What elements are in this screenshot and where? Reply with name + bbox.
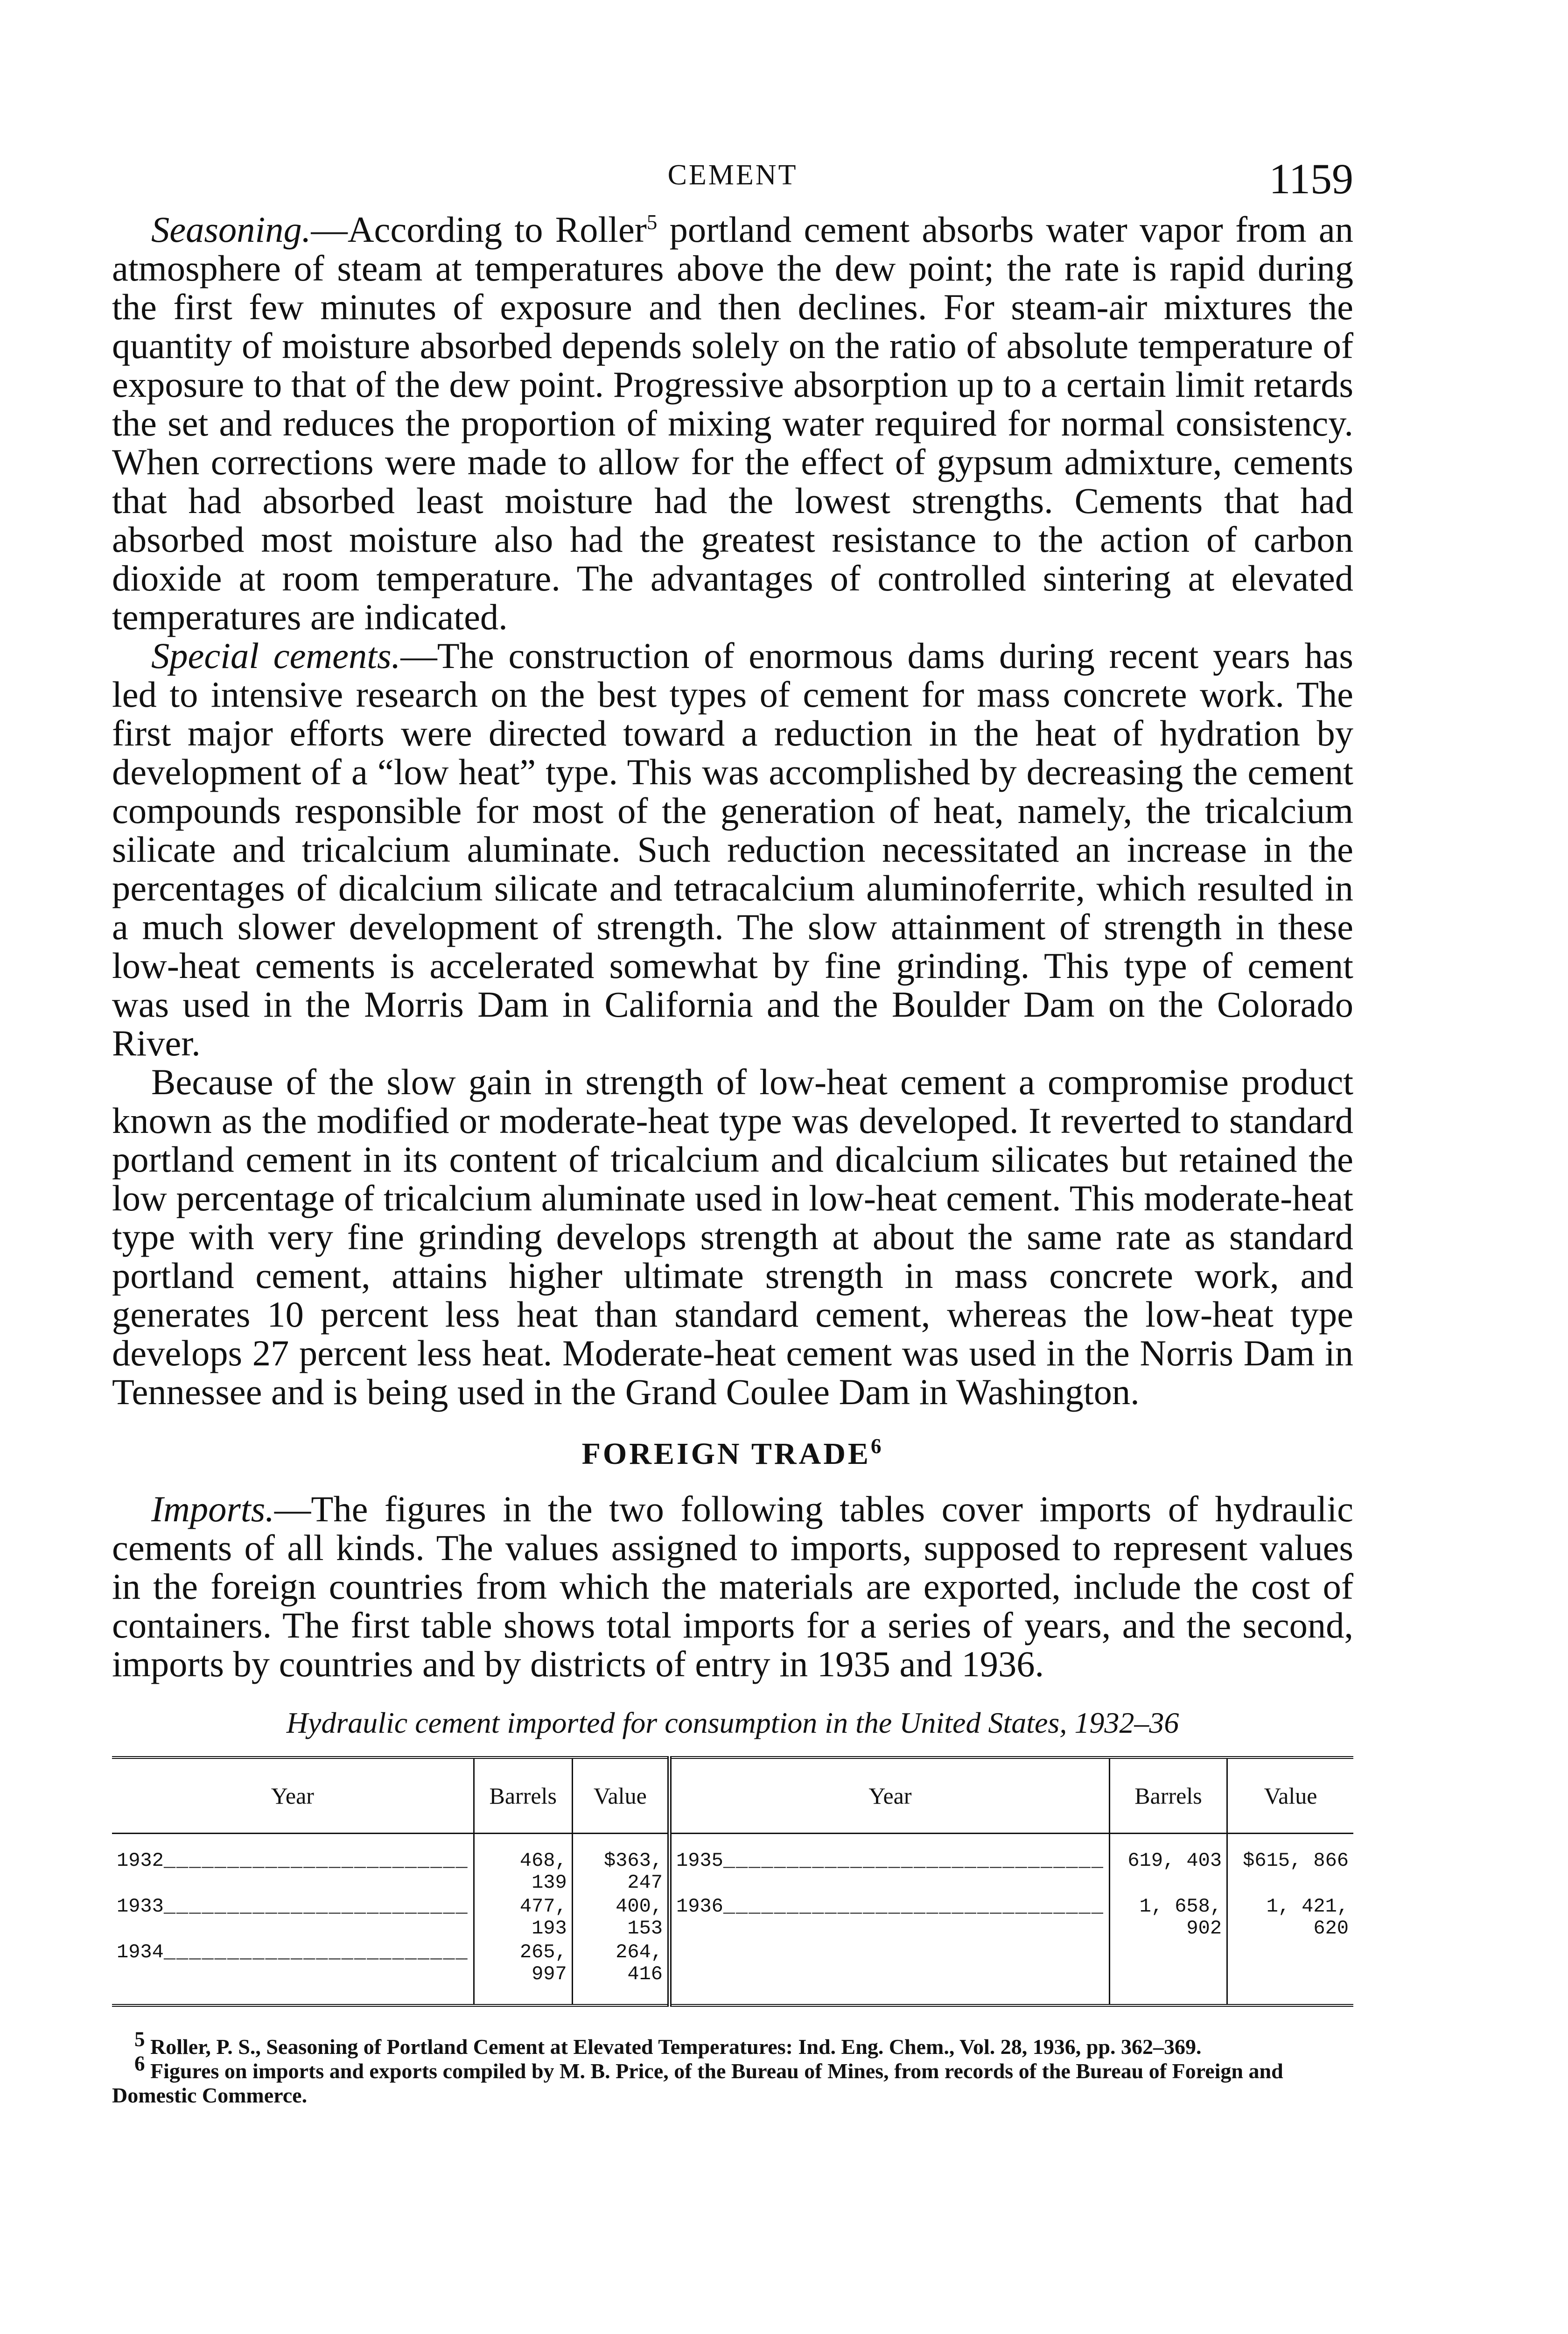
- footnote-5-text: Roller, P. S., Seasoning of Portland Cement at Elevated Temperatures: Ind. Eng. Chem., Vol. 28, 1936, pp. 362–369.: [145, 2035, 1202, 2059]
- barrels-cell: 477, 193: [474, 1895, 572, 1940]
- paragraph-seasoning: [112, 210, 1353, 636]
- barrels-cell: 265, 997: [474, 1940, 572, 2005]
- section-heading-foreign-trade: [112, 1436, 1353, 1472]
- footnote-6: [112, 2052, 1353, 2108]
- year-cell-2: [669, 1834, 1109, 1895]
- value-cell-2: $615, 866: [1227, 1834, 1353, 1895]
- year-value: 1932: [117, 1849, 164, 1872]
- year-cell-2: [669, 1895, 1109, 1940]
- footnote-ref-5: 5: [646, 210, 658, 234]
- table-row: [112, 1834, 1353, 1895]
- special-cements-text: —The construction of enormous dams during recent years has led to intensive research on the best types of cement for mass concrete work. The first major efforts were directed toward a reduction in the heat of hydration by development of a “low heat” type. This was accomplished by decreasing the cement compounds responsible for most of the generation of heat, namely, the tricalcium silicate and tricalcium aluminate. Such reduction necessitated an increase in the percentages of dicalcium silicate and tetracalcium aluminoferrite, which resulted in a much slower development of strength. The slow attainment of strength in these low-heat cements is accelerated somewhat by fine grinding. This type of cement was used in the Morris Dam in California and the Boulder Dam on the Colorado River.: [112, 635, 1353, 1063]
- year-cell-2: [669, 1940, 1109, 2005]
- year-value: 1933: [117, 1895, 164, 1918]
- body-text-imports: [112, 1490, 1353, 1683]
- year-value-2: 1936: [676, 1895, 723, 1918]
- year-value: 1934: [117, 1941, 164, 1963]
- value-cell: 400, 153: [572, 1895, 669, 1940]
- year-cell: [112, 1834, 474, 1895]
- footnote-ref-6: 6: [870, 1434, 884, 1458]
- running-title: CEMENT: [667, 159, 798, 191]
- col-header-value-2: Value: [1227, 1758, 1353, 1834]
- table-row: [112, 1895, 1353, 1940]
- paragraph-imports: [112, 1490, 1353, 1683]
- col-header-barrels-2: Barrels: [1109, 1758, 1227, 1834]
- table-caption: Hydraulic cement imported for consumption in the United States, 1932–36: [286, 1706, 1179, 1739]
- col-header-value: Value: [572, 1758, 669, 1834]
- imports-text: —The figures in the two following tables cover imports of hydraulic cements of all kinds. The values assigned to imports, supposed to represent values in the foreign countries from which the materials are exported, include the cost of containers. The first table shows total imports for a series of years, and the second, imports by countries and by districts of entry in 1935 and 1936.: [112, 1489, 1353, 1684]
- dot-leader: ______________________________: [723, 1849, 1104, 1872]
- value-cell: $363, 247: [572, 1834, 669, 1895]
- paragraph-moderate-heat: [112, 1062, 1353, 1411]
- year-cell: [112, 1895, 474, 1940]
- dot-leader: ________________________: [163, 1941, 469, 1963]
- document-page: [112, 154, 1353, 2108]
- imports-heading: Imports.: [151, 1489, 274, 1529]
- col-header-year-2: Year: [669, 1758, 1109, 1834]
- barrels-cell-2: 619, 403: [1109, 1834, 1227, 1895]
- footnote-mark-5: 5: [134, 2027, 145, 2051]
- year-value-2: 1935: [676, 1849, 723, 1872]
- moderate-heat-text: Because of the slow gain in strength of low-heat cement a compromise product known as the modified or moderate-heat type was developed. It reverted to standard portland cement in its content of tricalcium and dicalcium silicates but retained the low percentage of tricalcium aluminate used in low-heat cement. This moderate-heat type with very fine grinding develops strength at about the same rate as standard portland cement, attains higher ultimate strength in mass concrete work, and generates 10 percent less heat than standard cement, whereas the low-heat type develops 27 percent less heat. Moderate-heat cement was used in the Norris Dam in Tennessee and is being used in the Grand Coulee Dam in Washington.: [112, 1062, 1353, 1412]
- seasoning-text-continued: portland cement absorbs water vapor from an atmosphere of steam at temperatures above the dew point; the rate is rapid during the first few minutes of exposure and then declines. For steam-air mixtures the quantity of moisture absorbed depends solely on the ratio of absolute temperature of exposure to that of the dew point. Progressive absorption up to a certain limit retards the set and reduces the proportion of mixing water required for normal consistency. When corrections were made to allow for the effect of gypsum admixture, cements that had absorbed least moisture had the lowest strengths. Cements that had absorbed most moisture also had the greatest resistance to the action of carbon dioxide at room temperature. The advantages of controlled sintering at elevated temperatures are indicated.: [112, 209, 1353, 637]
- value-cell-2: 1, 421, 620: [1227, 1895, 1353, 1940]
- footnotes: [112, 2027, 1353, 2108]
- col-header-barrels: Barrels: [474, 1758, 572, 1834]
- year-cell: [112, 1940, 474, 2005]
- table-header-row: [112, 1758, 1353, 1834]
- barrels-cell-2: 1, 658, 902: [1109, 1895, 1227, 1940]
- dot-leader: ________________________: [163, 1849, 469, 1872]
- dot-leader: ________________________: [163, 1895, 469, 1918]
- footnote-6-text: Figures on imports and exports compiled by M. B. Price, of the Bureau of Mines, from records of the Bureau of Foreign and Domestic Commerce.: [112, 2059, 1283, 2107]
- dot-leader: ______________________________: [723, 1895, 1104, 1918]
- footnote-5: [112, 2027, 1353, 2059]
- table-row: [112, 1940, 1353, 2005]
- footnote-mark-6: 6: [134, 2052, 145, 2075]
- seasoning-text: —According to Roller: [311, 209, 647, 250]
- special-cements-heading: Special cements.: [151, 635, 401, 676]
- body-text: [112, 210, 1353, 1411]
- page-number: 1159: [1269, 155, 1353, 203]
- value-cell: 264, 416: [572, 1940, 669, 2005]
- col-header-year: Year: [112, 1758, 474, 1834]
- foreign-trade-title: FOREIGN TRADE: [581, 1437, 871, 1471]
- barrels-cell: 468, 139: [474, 1834, 572, 1895]
- running-head: [112, 154, 1353, 210]
- value-cell-2: [1227, 1940, 1353, 2005]
- seasoning-heading: Seasoning.: [151, 209, 311, 250]
- imports-table: [112, 1756, 1353, 2007]
- paragraph-special-cements: [112, 636, 1353, 1062]
- barrels-cell-2: [1109, 1940, 1227, 2005]
